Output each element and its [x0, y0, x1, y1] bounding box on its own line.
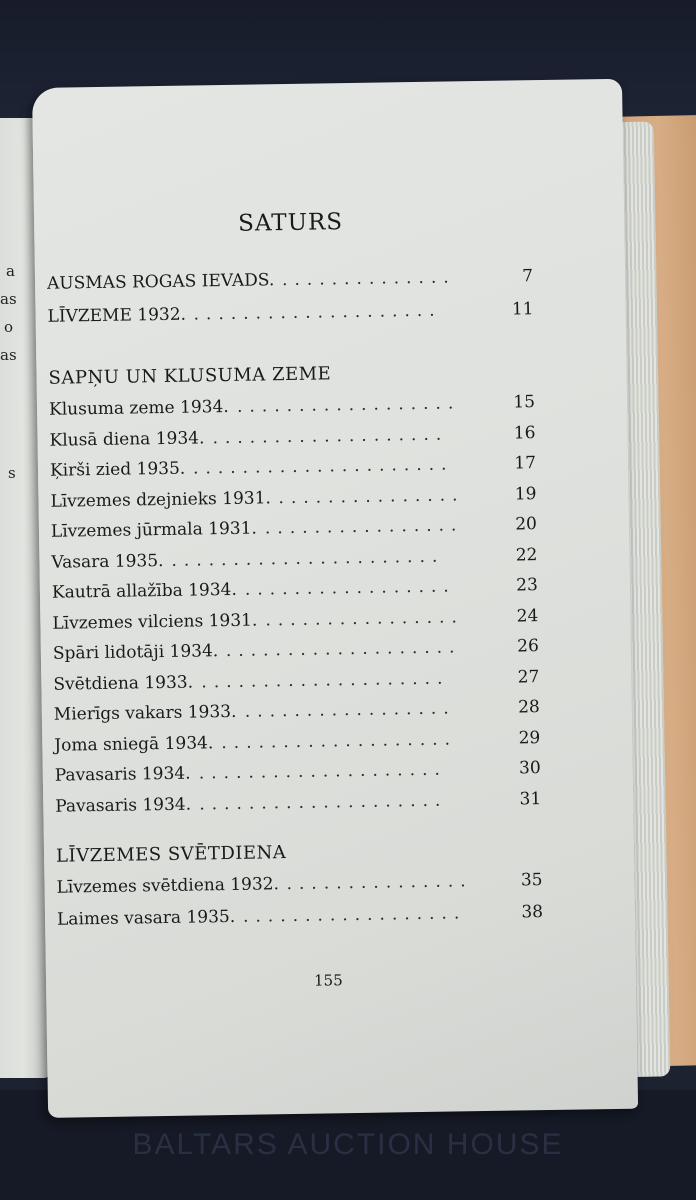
toc-leader-dots: ..................... [192, 454, 454, 479]
watermark: BALTARS AUCTION HOUSE [132, 1128, 564, 1161]
toc-entry-title: Klusuma zeme 1934. [48, 396, 229, 420]
toc-leader-dots: .................. [242, 903, 467, 927]
toc-entry-page: 27 [517, 666, 540, 687]
toc-leader-dots: ................ [265, 606, 464, 630]
toc-entry-title: Kautrā allažība 1934. [51, 579, 237, 603]
toc-entry-page: 24 [516, 605, 539, 626]
toc-entry-title: Joma sniegā 1934. [54, 732, 214, 756]
toc-entry-page: 38 [521, 902, 544, 923]
toc-leader-dots: ................. [244, 576, 456, 600]
toc-entry-page: 16 [513, 422, 536, 443]
toc-entry-title: Ķirši zied 1935. [49, 458, 186, 481]
toc-entry-page: 35 [520, 870, 543, 891]
left-page-fragment: a [6, 262, 15, 280]
toc-leader-dots: .................... [198, 759, 447, 784]
toc-leader-dots: ................. [244, 698, 456, 722]
page-title: SATURS [237, 209, 344, 237]
toc-entry-page: 19 [514, 483, 537, 504]
toc-entry-page: 30 [518, 758, 541, 779]
toc-entry-title: Svētdiena 1933. [53, 672, 194, 695]
toc-entry-title: Līvzemes svētdiena 1932. [56, 874, 280, 898]
toc-entry-title: Vasara 1935. [51, 550, 164, 573]
toc-entry-page: 22 [515, 544, 538, 565]
left-page-fragment: as [0, 290, 17, 308]
toc-entry-title: LĪVZEME 1932. [47, 304, 187, 327]
toc-entry-title: Pavasaris 1934. [55, 794, 192, 817]
section-heading: SAPŅU UN KLUSUMA ZEME [48, 363, 332, 389]
toc-leader-dots: ............... [278, 484, 465, 508]
toc-entry-title: AUSMAS ROGAS IEVADS. [46, 270, 275, 294]
toc-leader-dots: .................... [199, 790, 448, 814]
toc-leader-dots: .................... [193, 300, 442, 325]
toc-leader-dots: ............... [286, 871, 473, 895]
toc-entry-page: 20 [515, 514, 538, 535]
toc-entry-title: Mierīgs vakars 1933. [53, 701, 237, 725]
toc-leader-dots: .............. [281, 267, 456, 291]
toc-entry-page: 29 [518, 727, 541, 748]
book-page [32, 79, 638, 1118]
toc-entry-title: Laimes vasara 1935. [56, 906, 236, 930]
left-page-fragment: as [0, 346, 17, 364]
toc-leader-dots: ................... [225, 637, 462, 662]
left-page-fragment: s [8, 464, 16, 482]
toc-leader-dots: .................... [201, 668, 450, 692]
toc-entry-title: Līvzemes jūrmala 1931. [50, 518, 258, 542]
toc-entry-page: 15 [513, 392, 536, 413]
toc-entry-page: 17 [514, 453, 537, 474]
page-number: 155 [313, 971, 343, 990]
toc-leader-dots: .................. [236, 393, 461, 417]
toc-entry-page: 23 [516, 575, 539, 596]
toc-entry-title: Klusā diena 1934. [49, 427, 205, 451]
toc-leader-dots: ................ [264, 515, 464, 539]
toc-entry-page: 7 [522, 266, 534, 287]
left-page-fragment: o [4, 318, 14, 336]
toc-entry-page: 28 [517, 697, 540, 718]
toc-leader-dots: ...................... [171, 546, 445, 571]
toc-entry-page: 11 [511, 299, 534, 320]
toc-leader-dots: ................... [221, 728, 458, 753]
toc-entry-title: Līvzemes dzejnieks 1931. [50, 487, 271, 512]
toc-entry-page: 31 [519, 788, 542, 809]
toc-leader-dots: ................... [212, 424, 449, 448]
toc-entry-title: Spāri lidotāji 1934. [52, 641, 219, 664]
toc-entry-page: 26 [517, 636, 539, 657]
section-heading: LĪVZEMES SVĒTDIENA [55, 842, 287, 867]
toc-entry-title: Līvzemes vilciens 1931. [52, 610, 258, 634]
toc-entry-title: Pavasaris 1934. [54, 763, 191, 786]
